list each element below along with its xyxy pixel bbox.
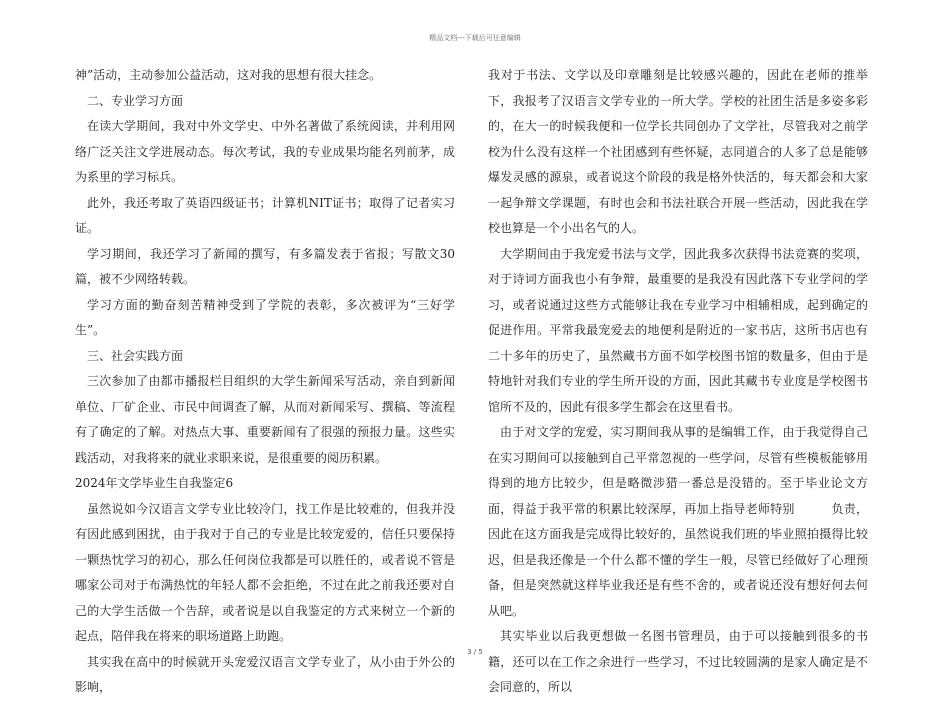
paragraph: 学习期间，我还学习了新闻的撰写，有多篇发表于省报；写散文30篇，被不少网络转载。 xyxy=(75,246,455,286)
paragraph: 其实毕业以后我更想做一名图书管理员，由于可以接触到很多的书籍，还可以在工作之余进行一些学习，不过比较圆满的是家人确定是不会同意的，所以 xyxy=(488,629,868,694)
paragraph: 由于对文学的宠爱，实习期间我从事的是编辑工作，由于我觉得自己在实习期间可以接触到自己平常忽视的一些学问，尽管有些模板能够用得到的地方比较少，但是略微涉猎一番总是没错的。至于毕业论文方面，得益于我平常的积累比较深厚，再加上指导老师特别 负责，因此在这方面我是完成得比较好的，虽然说我们班的毕业照拍摄得比较迟，但是我还像是一个什么都不懂的学生一般，尽管已经做好了心理预备，但是突然就这样毕业我还是有些不舍的，或者说还没有想好何去何从吧。 xyxy=(488,425,868,618)
paragraph: 学习方面的勤奋刻苦精神受到了学院的表彰，多次被评为“三好学生”。 xyxy=(75,297,455,337)
page-header: 精品文档---下载后可任意编辑 xyxy=(429,34,521,42)
paragraph: 在读大学期间，我对中外文学史、中外名著做了系统阅读，并利用网络广泛关注文学进展动态。每次考试，我的专业成果均能名列前茅，成为系里的学习标兵。 xyxy=(75,119,455,184)
paragraph: 2024年文学毕业生自我鉴定6 xyxy=(75,476,234,490)
paragraph: 二、专业学习方面 xyxy=(87,93,184,108)
paragraph: 神”活动，主动参加公益活动，这对我的思想有很大挂念。 xyxy=(75,68,382,82)
paragraph: 此外，我还考取了英语四级证书；计算机NIT证书；取得了记者实习证。 xyxy=(75,195,455,235)
paragraph: 三、社会实践方面 xyxy=(87,348,184,363)
paragraph: 虽然说如今汉语言文学专业比较冷门，找工作是比较难的，但我并没有因此感到困扰，由于我对于自己的专业是比较宠爱的，信任只要保持一颗热忱学习的初心，那么任何岗位我都是可以胜任的，或者说不管是哪家公司对于布满热忱的年轻人都不会拒绝，不过在此之前我还要对自己的大学生活做一个告辞，或者说是以自我鉴定的方式来树立一个新的起点，陪伴我在将来的职场道路上助跑。 xyxy=(75,501,455,643)
paragraph: 三次参加了由都市播报栏目组织的大学生新闻采写活动，亲自到新闻单位、厂矿企业、市民中间调查了解，从而对新闻采写、撰稿、等流程有了确定的了解。对热点大事、重要新闻有了很强的预报力量。这些实践活动，对我将来的就业求职来说，是很重要的阅历积累。 xyxy=(75,374,455,465)
paragraph: 其实我在高中的时候就开头宠爱汉语言文学专业了，从小由于外公的影响， xyxy=(75,654,455,694)
paragraph: 大学期间由于我宠爱书法与文学，因此我多次获得书法竞赛的奖项，对于诗词方面我也小有争辩，最重要的是我没有因此落下专业学问的学习，或者说通过这些方式能够让我在专业学习中相辅相成，起到确定的促进作用。平常我最宠爱去的地便利是附近的一家书店，这所书店也有二十多年的历史了，虽然藏书方面不如学校图书馆的数量多，但由于是特地针对我们专业的学生所开设的方面，因此其藏书专业度是学校图书馆所不及的，因此有很多学生都会在这里看书。 xyxy=(488,246,868,414)
paragraph: 我对于书法、文学以及印章雕刻是比较感兴趣的，因此在老师的推举下，我报考了汉语言文学专业的一所大学。学校的社团生活是多姿多彩的，在大一的时候我便和一位学长共同创办了文学社，尽管我对之前学校为什么没有这样一个社团感到有些怀疑，志同道合的人多了总是能够爆发灵感的源泉，或者说这个阶段的我是格外快活的，每天都会和大家一起争辩文学课题，有时也会和书法社联合开展一些活动，因此我在学校也算是一个小出名气的人。 xyxy=(488,68,868,235)
left-column xyxy=(75,63,455,701)
right-column xyxy=(488,63,868,701)
page-number: 3 / 5 xyxy=(467,648,483,656)
